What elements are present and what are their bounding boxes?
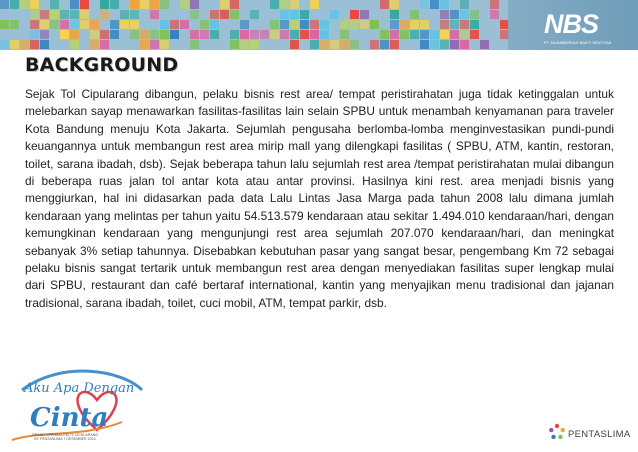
event-logo-script-1: Aku Apa Dengan: [24, 381, 135, 396]
mosaic-tile: [160, 30, 169, 39]
mosaic-tile: [470, 30, 479, 39]
mosaic-tile: [240, 30, 249, 39]
mosaic-tile: [60, 10, 69, 19]
company-logo: [508, 0, 638, 50]
mosaic-tile: [20, 40, 29, 49]
mosaic-tile: [170, 30, 179, 39]
mosaic-tile: [130, 30, 139, 39]
mosaic-tile: [340, 20, 349, 29]
mosaic-tile: [290, 0, 299, 9]
mosaic-tile: [30, 30, 39, 39]
mosaic-tile: [160, 20, 169, 29]
mosaic-tile: [400, 20, 409, 29]
mosaic-tile: [100, 10, 109, 19]
mosaic-tile: [280, 30, 289, 39]
slide-title: BACKGROUND: [25, 54, 179, 76]
mosaic-tile: [380, 40, 389, 49]
mosaic-tile: [30, 0, 39, 9]
mosaic-tile: [230, 30, 239, 39]
mosaic-tile: [60, 30, 69, 39]
mosaic-tile: [470, 10, 479, 19]
mosaic-tile: [340, 30, 349, 39]
mosaic-tile: [190, 40, 199, 49]
mosaic-tile: [90, 20, 99, 29]
mosaic-tile: [140, 40, 149, 49]
mosaic-tile: [260, 30, 269, 39]
mosaic-tile: [490, 0, 499, 9]
mosaic-tile: [250, 30, 259, 39]
mosaic-tile: [420, 40, 429, 49]
mosaic-tile: [130, 10, 139, 19]
mosaic-tile: [300, 20, 309, 29]
mosaic-tile: [160, 40, 169, 49]
mosaic-tile: [320, 30, 329, 39]
mosaic-tile: [480, 40, 489, 49]
mosaic-tile: [110, 30, 119, 39]
mosaic-tile: [190, 10, 199, 19]
mosaic-tile: [140, 30, 149, 39]
mosaic-tile: [190, 30, 199, 39]
mosaic-tile: [0, 20, 9, 29]
mosaic-tile: [390, 0, 399, 9]
mosaic-tile: [460, 30, 469, 39]
mosaic-tile: [240, 20, 249, 29]
mosaic-tile: [380, 0, 389, 9]
mosaic-tile: [20, 0, 29, 9]
mosaic-tile: [330, 10, 339, 19]
mosaic-tile: [360, 20, 369, 29]
mosaic-tile: [420, 20, 429, 29]
mosaic-tile: [70, 10, 79, 19]
mosaic-tile: [160, 0, 169, 9]
mosaic-tile: [250, 40, 259, 49]
mosaic-tile: [90, 40, 99, 49]
mosaic-tile: [310, 40, 319, 49]
mosaic-tile: [440, 20, 449, 29]
mosaic-tile: [430, 30, 439, 39]
mosaic-tile: [270, 20, 279, 29]
mosaic-tile: [230, 10, 239, 19]
mosaic-tile: [30, 10, 39, 19]
mosaic-tile: [320, 20, 329, 29]
mosaic-tile: [320, 40, 329, 49]
mosaic-tile: [300, 10, 309, 19]
mosaic-tile: [290, 20, 299, 29]
mosaic-tile: [130, 20, 139, 29]
mosaic-tile: [230, 0, 239, 9]
mosaic-tile: [50, 10, 59, 19]
mosaic-tile: [60, 20, 69, 29]
mosaic-tile: [100, 0, 109, 9]
mosaic-tile: [280, 20, 289, 29]
header-band: [0, 0, 638, 50]
mosaic-tile: [180, 0, 189, 9]
slide-body-text: Sejak Tol Cipularang dibangun, pelaku bisnis rest area/ tempat peristirahatan juga tidak ketinggalan untuk melebarkan sayap menawarkan fasilitas-fasilitas lain selain SPBU untuk menambah kenyamanan para traveler Kota Bandung menuju Kota Jakarta. Sejumlah pengusaha berlomba-lomba menginvestasikan pundi-pundi keuangannya untuk membangun rest area mirip mall yang dilengkapi fasilitas ( SPBU, ATM, kantin, restoran, toilet, sarana ibadah, dsb). Sejak beberapa tahun lalu sejumlah rest area /tempat peristirahatan mulai dibangun di beberapa ruas jalan tol antar kota atau antar provinsi. Hasilnya kini rest. area menjadi bisnis yang menggiurkan, hal ini didasarkan pada data Lalu Lintas Jasa Marga pada tahun 2008 lalu dimana jumlah kendaraan yang melintas per tahun yaitu 54.513.579 kendaraan atau sekitar 1.494.010 kendaraan/hari, dengan kemungkinan kendaraan yang mengunjungi rest area sejumlah 207.070 kendaraan/hari, dan meningkat sebanyak 3% setiap tahunnya. Disebabkan kebutuhan pasar yang sangat besar, pengembang Km 72 sebagai pelaku bisnis sangat tertarik untuk membangun rest area dengan menyediakan fasilitas super lengkap mulai dari SPBU, restaurant dan café bertaraf international, kantin yang menyajikan menu tradisional dan jajanan tradisional, sarana ibadah, toilet, cuci mobil, ATM, tempat parkir, dsb.: [25, 87, 614, 310]
event-logo-script-2: Cinta: [30, 403, 109, 433]
mosaic-tile: [80, 0, 89, 9]
mosaic-tile: [380, 30, 389, 39]
mosaic-tile: [430, 40, 439, 49]
mosaic-tile: [100, 30, 109, 39]
mosaic-tile: [80, 10, 89, 19]
mosaic-tile: [350, 40, 359, 49]
company-logo-subtitle: PT. NUSABERKAH BAKTI SENTOSA: [544, 40, 612, 45]
mosaic-tile: [450, 30, 459, 39]
mosaic-tile: [210, 10, 219, 19]
mosaic-tile: [370, 20, 379, 29]
mosaic-tile: [310, 30, 319, 39]
mosaic-tile: [210, 30, 219, 39]
mosaic-tile: [200, 20, 209, 29]
mosaic-tile: [270, 0, 279, 9]
mosaic-tile: [70, 30, 79, 39]
mosaic-tile: [360, 10, 369, 19]
mosaic-tile: [0, 0, 9, 9]
mosaic-tile: [80, 20, 89, 29]
mosaic-tile: [390, 20, 399, 29]
mosaic-tile: [310, 20, 319, 29]
mosaic-tile: [250, 10, 259, 19]
mosaic-tile: [280, 0, 289, 9]
mosaic-tile: [430, 0, 439, 9]
mosaic-tile: [170, 20, 179, 29]
mosaic-tile: [10, 20, 19, 29]
mosaic-tile: [150, 10, 159, 19]
mosaic-tile: [420, 30, 429, 39]
mosaic-tile: [390, 40, 399, 49]
mosaic-tile: [70, 0, 79, 9]
mosaic-tile: [460, 0, 469, 9]
mosaic-tile: [40, 30, 49, 39]
mosaic-tile: [30, 20, 39, 29]
mosaic-pattern: [0, 0, 510, 50]
mosaic-tile: [30, 40, 39, 49]
mosaic-tile: [120, 10, 129, 19]
mosaic-tile: [220, 0, 229, 9]
mosaic-tile: [420, 0, 429, 9]
mosaic-tile: [440, 10, 449, 19]
mosaic-tile: [290, 30, 299, 39]
mosaic-tile: [70, 40, 79, 49]
mosaic-tile: [90, 30, 99, 39]
mosaic-tile: [310, 0, 319, 9]
mosaic-tile: [410, 30, 419, 39]
mosaic-tile: [280, 10, 289, 19]
mosaic-tile: [40, 20, 49, 29]
mosaic-tile: [370, 40, 379, 49]
mosaic-tile: [350, 20, 359, 29]
mosaic-tile: [180, 20, 189, 29]
mosaic-tile: [210, 20, 219, 29]
mosaic-tile: [350, 10, 359, 19]
mosaic-tile: [460, 10, 469, 19]
mosaic-tile: [150, 0, 159, 9]
mosaic-tile: [300, 30, 309, 39]
mosaic-tile: [450, 40, 459, 49]
mosaic-tile: [40, 40, 49, 49]
mosaic-tile: [190, 0, 199, 9]
mosaic-tile: [240, 40, 249, 49]
mosaic-tile: [490, 10, 499, 19]
mosaic-tile: [220, 10, 229, 19]
mosaic-tile: [460, 40, 469, 49]
mosaic-tile: [230, 40, 239, 49]
mosaic-tile: [120, 20, 129, 29]
mosaic-tile: [0, 40, 9, 49]
mosaic-tile: [130, 0, 139, 9]
mosaic-tile: [390, 10, 399, 19]
mosaic-tile: [100, 40, 109, 49]
mosaic-tile: [290, 40, 299, 49]
mosaic-tile: [390, 30, 399, 39]
mosaic-tile: [50, 0, 59, 9]
mosaic-tile: [270, 30, 279, 39]
mosaic-tile: [340, 40, 349, 49]
mosaic-tile: [440, 40, 449, 49]
mosaic-tile: [110, 20, 119, 29]
pentaslima-brand-text: PENTASLIMA: [568, 429, 631, 440]
mosaic-tile: [440, 0, 449, 9]
mosaic-tile: [50, 20, 59, 29]
mosaic-tile: [450, 20, 459, 29]
mosaic-tile: [460, 20, 469, 29]
mosaic-tile: [290, 10, 299, 19]
mosaic-tile: [440, 30, 449, 39]
mosaic-tile: [140, 0, 149, 9]
event-caption: GRAND OPENING KM.72 CIPULARANG BY PENTASLIMA 7 DESEMBER 2014: [31, 433, 99, 442]
mosaic-tile: [400, 30, 409, 39]
mosaic-tile: [410, 10, 419, 19]
mosaic-tile: [410, 20, 419, 29]
mosaic-tile: [200, 30, 209, 39]
mosaic-tile: [450, 10, 459, 19]
mosaic-tile: [330, 40, 339, 49]
mosaic-tile: [40, 10, 49, 19]
mosaic-tile: [110, 0, 119, 9]
mosaic-tile: [150, 40, 159, 49]
company-logo-mark: NBS: [544, 9, 599, 39]
mosaic-tile: [10, 40, 19, 49]
mosaic-tile: [470, 20, 479, 29]
mosaic-tile: [70, 20, 79, 29]
mosaic-tile: [10, 0, 19, 9]
mosaic-tile: [150, 30, 159, 39]
